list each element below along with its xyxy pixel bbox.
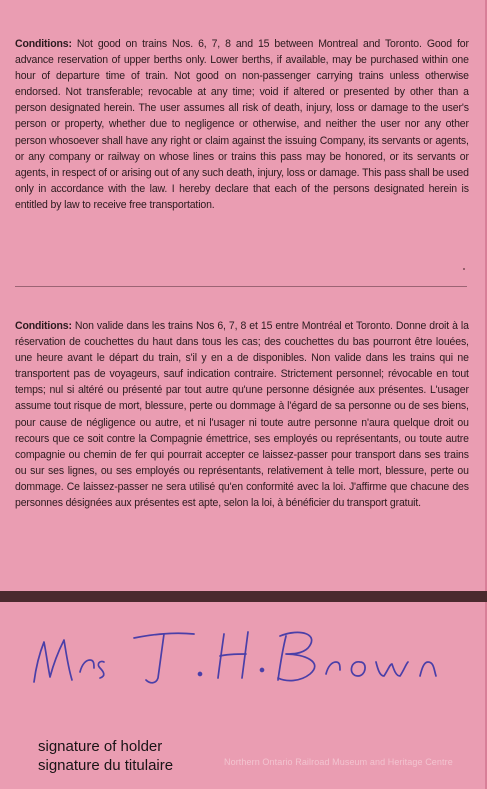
conditions-french-lead: Conditions:: [15, 320, 72, 332]
museum-watermark: Northern Ontario Railroad Museum and Heritage Centre: [224, 757, 453, 767]
conditions-english-lead: Conditions:: [15, 38, 72, 50]
signature-label-french: signature du titulaire: [38, 757, 174, 774]
handwritten-signature: [24, 612, 484, 702]
conditions-french-body: Non valide dans les trains Nos 6, 7, 8 et 15 entre Montréal et Toronto. Donne droit à la réservation de couchettes du haut dans tous les cas; des couchettes du bas pourront être louées, une heure avant le départ du train, s'il y en a de disponibles. Non valide dans les trains qui ne transportent pas de voyageurs, sauf indication contraire. Strictement personnel; révocable en tout temps; nul si altéré ou présenté par tout autre qu'une personne désignée aux présentes. L'usager assume tout risque de mort, blessure, perte ou dommage à l'égard de sa personne ou de ses biens, pour cause de négligence ou autre, et ni l'usager ni toute autre personne n'aura quelque droit ou recours que ce soit contre la Compagnie émettrice, ses employés ou représentants, ou toute autre compagnie ou chemin de fer qui pourrait accepter ce laissez-passer pour transport dans ses trains ou sur ses lignes, ou ses employés ou représentants, relativement à telle mort, blessure, perte ou dommage. Ce laissez-passer ne sera utilisé qu'en conformité avec la loi. J'affirme que chacune des personnes désignées aux présentes est apte, selon la loi, à bénéficier du transport gratuit.: [15, 320, 469, 510]
conditions-english: [15, 36, 469, 213]
conditions-english-body: Not good on trains Nos. 6, 7, 8 and 15 between Montreal and Toronto. Good for advance reservation of upper berths only. Lower berths, if available, may be purchased within one hour of departure time of train. Not good on non-passenger carrying trains unless otherwise endorsed. Not transferable; revocable at any time; void if altered or presented by other than a person designated herein. The user assumes all risk of death, injury, loss or damage to the user's person or property, whether due to negligence or otherwise, and neither the user nor any other person whosoever shall have any right or claim against the issuing Company, its servants or agents, or any company or railway on whose lines or trains this pass may be honored, or its servants or agents, in respect of or arising out of any such death, injury, loss or damage. This pass shall be used only in accordance with the law. I hereby declare that each of the persons designated herein is entitled by law to receive free transportation.: [15, 38, 469, 211]
section-divider: [15, 286, 467, 287]
paper-speck: [463, 268, 465, 270]
conditions-french: [15, 318, 469, 511]
signature-band: [0, 591, 487, 602]
signature-label-english: signature of holder: [38, 738, 163, 755]
